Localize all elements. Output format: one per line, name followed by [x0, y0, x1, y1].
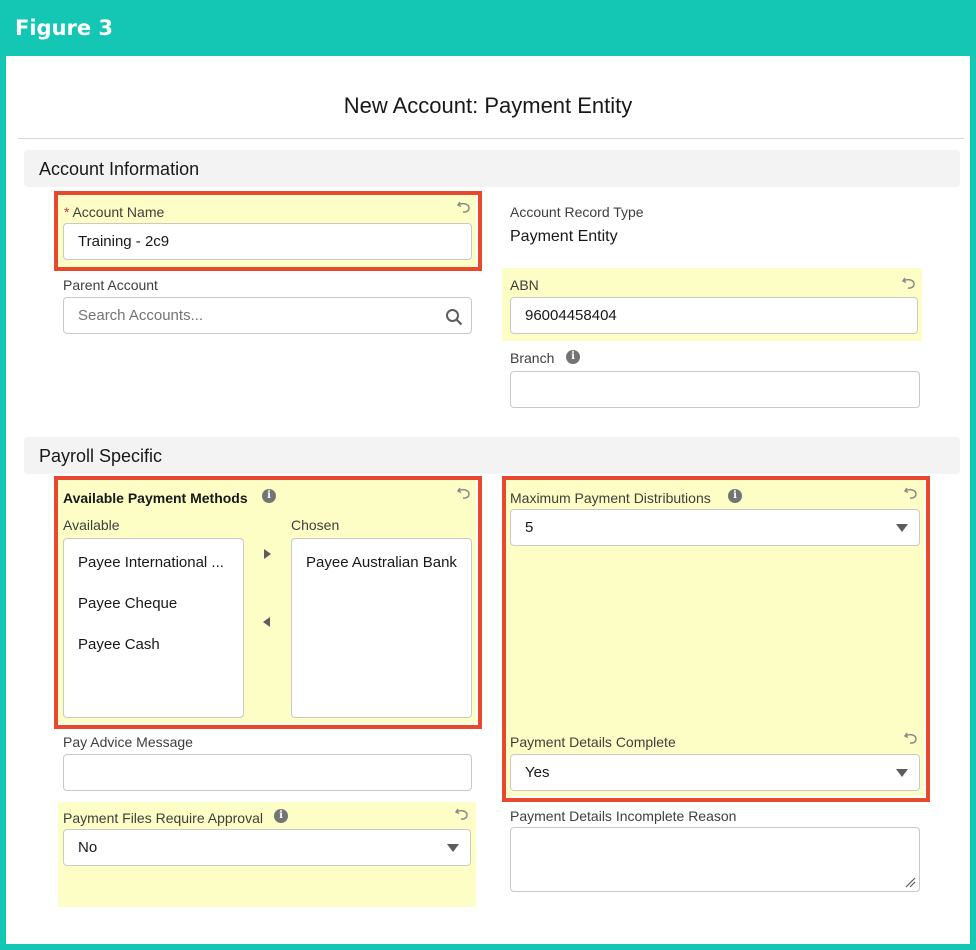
figure-header [0, 0, 976, 56]
undo-icon[interactable] [903, 730, 919, 746]
abn-input[interactable]: 96004458404 [510, 297, 918, 334]
search-placeholder: Search Accounts... [78, 307, 204, 324]
arrow-left-icon[interactable] [260, 615, 274, 629]
info-icon[interactable]: i [274, 809, 288, 823]
section-account-information[interactable] [24, 150, 960, 187]
list-item[interactable]: Payee Cheque [78, 595, 178, 612]
label-text: Account Name [72, 204, 165, 220]
info-icon[interactable]: i [728, 489, 742, 503]
parent-account-label: Parent Account [63, 277, 158, 293]
undo-icon[interactable] [454, 806, 470, 822]
selected-value: No [78, 839, 98, 856]
list-item[interactable]: Payee International ... [78, 554, 224, 571]
chevron-down-icon [896, 769, 908, 777]
account-name-input[interactable]: Training - 2c9 [63, 223, 472, 260]
branch-input[interactable] [510, 371, 920, 408]
list-item[interactable]: Payee Cash [78, 636, 160, 653]
abn-label: ABN [510, 277, 539, 293]
undo-icon[interactable] [456, 485, 472, 501]
list-item[interactable]: Payee Australian Bank [306, 554, 457, 571]
incomplete-reason-label: Payment Details Incomplete Reason [510, 808, 737, 824]
resize-handle-icon[interactable] [904, 876, 916, 888]
max-distributions-label: Maximum Payment Distributions [510, 490, 711, 506]
section-title: Payroll Specific [39, 446, 163, 466]
chevron-down-icon [896, 524, 908, 532]
pay-advice-label: Pay Advice Message [63, 734, 193, 750]
required-marker: * [64, 204, 70, 220]
chevron-down-icon [447, 844, 459, 852]
files-approval-label: Payment Files Require Approval [63, 810, 263, 826]
payment-details-complete-select[interactable] [510, 754, 920, 791]
info-icon[interactable]: i [262, 489, 276, 503]
chosen-listbox[interactable] [291, 538, 472, 718]
record-type-label: Account Record Type [510, 204, 644, 220]
selected-value: 5 [525, 519, 534, 536]
available-label: Available [63, 517, 120, 533]
arrow-right-icon[interactable] [260, 547, 274, 561]
files-approval-select[interactable] [63, 829, 471, 866]
undo-icon[interactable] [903, 485, 919, 501]
incomplete-reason-textarea[interactable] [510, 827, 920, 892]
selected-value: Yes [525, 764, 550, 781]
figure-label: Figure 3 [15, 16, 114, 40]
payment-details-complete-label: Payment Details Complete [510, 734, 676, 750]
section-title: Account Information [39, 159, 200, 179]
undo-icon[interactable] [456, 199, 472, 215]
account-name-label [64, 204, 164, 220]
parent-account-search-input[interactable] [63, 297, 472, 334]
info-icon[interactable]: i [566, 350, 580, 364]
pay-advice-input[interactable] [63, 754, 472, 791]
undo-icon[interactable] [901, 275, 917, 291]
divider [18, 138, 964, 139]
section-payroll-specific[interactable] [24, 437, 960, 474]
record-type-value: Payment Entity [510, 228, 618, 245]
modal-title: New Account: Payment Entity [343, 93, 633, 118]
chosen-label: Chosen [291, 517, 340, 533]
available-listbox[interactable] [63, 538, 244, 718]
payment-methods-label: Available Payment Methods [63, 490, 248, 506]
max-distributions-select[interactable] [510, 509, 920, 546]
branch-label: Branch [510, 350, 555, 366]
search-icon [445, 308, 463, 326]
